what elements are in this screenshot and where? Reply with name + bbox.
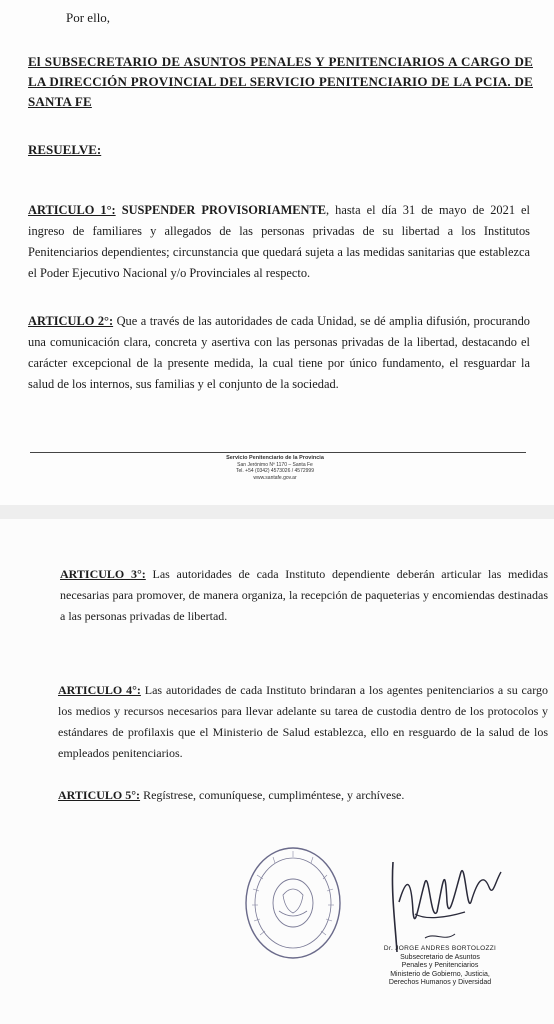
- articulo-2: [28, 311, 530, 395]
- handwritten-signature: [385, 842, 515, 960]
- resolution-heading: El SUBSECRETARIO DE ASUNTOS PENALES Y PENITENCIARIOS A CARGO DE LA DIRECCIÓN PROVINCIAL DEL SERVICIO PENITENCIARIO DE LA PCIA. DE SANTA FE: [28, 54, 533, 109]
- footer-divider: [30, 452, 526, 453]
- signature-block: [360, 945, 520, 988]
- page-gap: [0, 505, 554, 519]
- articulo-5-text: Regístrese, comuníquese, cumpliméntese, y archívese.: [143, 788, 405, 802]
- signatory-title-3: Ministerio de Gobierno, Justicia,: [390, 970, 490, 978]
- signatory-name: Dr. JORGE ANDRES BORTOLOZZI: [383, 945, 497, 952]
- articulo-5-label: ARTICULO 5°:: [58, 788, 141, 802]
- articulo-3: [60, 564, 548, 627]
- footer-org: Servicio Penitenciario de la Provincia: [226, 455, 324, 461]
- articulo-1-text: , hasta el día 31 de mayo de 2021 el ingreso de familiares y allegados de las personas privadas de su libertad a los Institutos Penitenciarios dependientes; circunstancia que quedará sujeta a las medidas sanitarias que establezca el Poder Ejecutivo Nacional y/o Provinciales al respecto.: [28, 203, 530, 280]
- articulo-4-text: Las autoridades de cada Instituto brindaran a los agentes penitenciarios a su cargo los medios y recursos necesarios para llevar adelante su tarea de custodia dentro de los protocolos y estándares de profilaxis que el Ministerio de Salud establezca, ello en resguardo de la salud de los empleados penitenciarios.: [58, 683, 548, 760]
- resuelve-label: RESUELVE:: [28, 142, 102, 157]
- articulo-3-label: ARTICULO 3°:: [60, 567, 146, 581]
- articulo-2-label: ARTICULO 2°:: [28, 314, 114, 328]
- articulo-5: [58, 785, 548, 806]
- articulo-1: [28, 200, 530, 284]
- signatory-title-1: Subsecretario de Asuntos: [400, 953, 480, 961]
- articulo-1-bold: SUSPENDER PROVISORIAMENTE: [121, 203, 327, 217]
- articulo-3-text: Las autoridades de cada Instituto dependiente deberán articular las medidas necesarias para promover, de manera organiza, la recepción de paqueterias y encomiendas destinadas a las personas privadas de libertad.: [60, 567, 549, 623]
- articulo-2-text: Que a través de las autoridades de cada Unidad, se dé amplia difusión, procurando una comunicación clara, concreta y asertiva con las personas privadas de la libertad, destacando el carácter excepcional de la presente medida, la cual tiene por único fundamento, el resguardar la salud de los internos, sus familias y el conjunto de la sociedad.: [28, 314, 530, 391]
- document-page-1: [0, 0, 554, 505]
- articulo-4-label: ARTICULO 4°:: [58, 683, 141, 697]
- signatory-title-2: Penales y Penitenciarios: [401, 962, 479, 969]
- signatory-title-4: Derechos Humanos y Diversidad: [388, 979, 492, 986]
- salutation: Por ello,: [66, 10, 111, 25]
- articulo-4: [58, 680, 548, 764]
- page-footer: [180, 455, 370, 481]
- articulo-1-label: ARTICULO 1°:: [28, 203, 116, 217]
- footer-phone: Tel. +54 (0342) 4573026 / 4572999: [236, 468, 314, 474]
- footer-address: San Jerónimo Nº 1170 – Santa Fe: [237, 461, 313, 468]
- official-seal-stamp: [243, 845, 343, 961]
- footer-web: www.santafe.gov.ar: [253, 474, 297, 481]
